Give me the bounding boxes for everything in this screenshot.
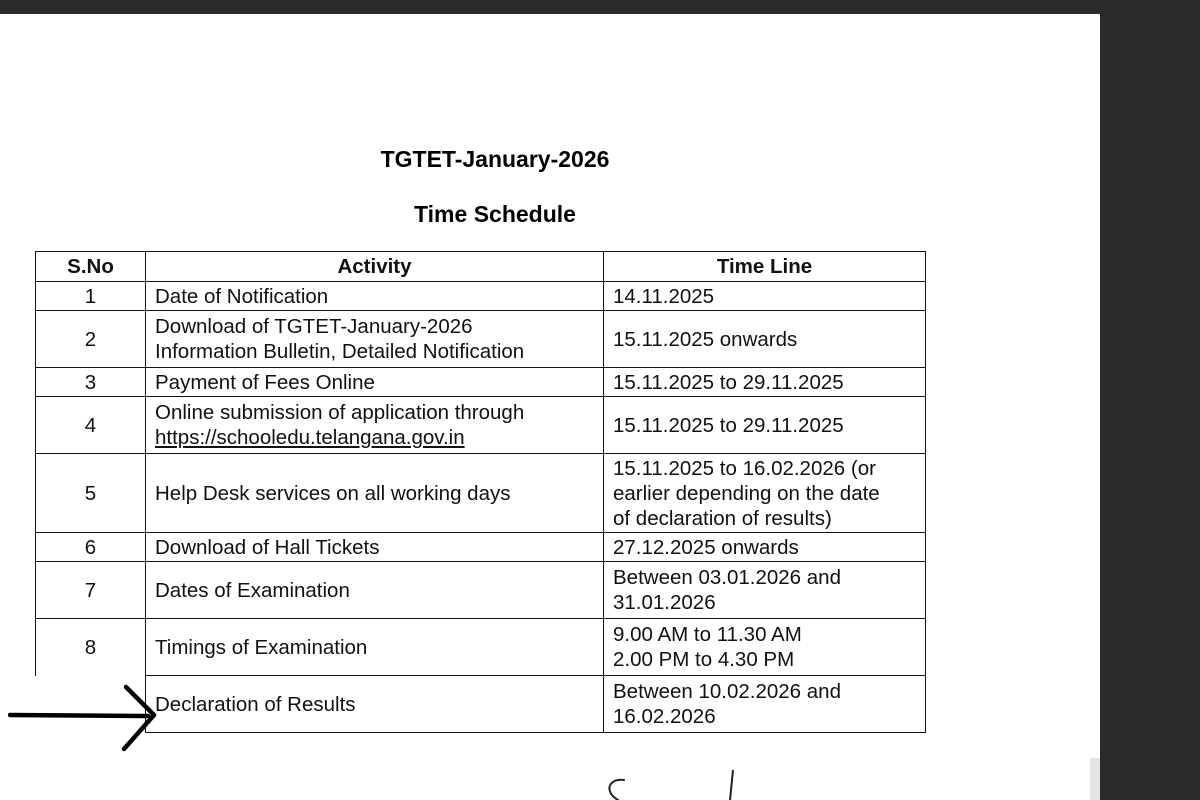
row-activity: Dates of Examination — [146, 562, 604, 619]
table-row — [36, 676, 926, 733]
row-activity — [146, 397, 604, 454]
row-sno: 1 — [36, 282, 146, 311]
right-arrow-icon — [8, 683, 158, 753]
document-subtitle: Time Schedule — [414, 201, 576, 227]
row-activity: Declaration of Results — [146, 676, 604, 733]
row-timeline-line: 31.01.2026 — [613, 591, 716, 614]
signature-icon — [590, 770, 750, 800]
row-activity-line: Information Bulletin, Detailed Notification — [155, 340, 525, 363]
table-row — [36, 619, 926, 676]
table-row — [36, 311, 926, 368]
row-timeline-line: earlier depending on the date — [613, 481, 880, 505]
row-activity — [146, 311, 604, 368]
table-row — [36, 533, 926, 562]
header-activity: Activity — [146, 252, 604, 282]
scrollbar-thumb[interactable] — [1090, 758, 1100, 800]
row-sno: 2 — [36, 311, 146, 368]
row-activity-line: Download of TGTET-January-2026 — [155, 315, 473, 338]
row-timeline-line: Between 10.02.2026 and — [613, 680, 841, 703]
row-sno: 5 — [36, 454, 146, 533]
row-activity: Payment of Fees Online — [146, 368, 604, 397]
row-activity: Download of Hall Tickets — [146, 533, 604, 562]
row-timeline-line: 9.00 AM to 11.30 AM — [613, 623, 802, 646]
row-timeline: 15.11.2025 to 29.11.2025 — [604, 397, 926, 454]
row-activity: Date of Notification — [146, 282, 604, 311]
header-sno: S.No — [36, 252, 146, 282]
row-sno: 8 — [36, 619, 146, 676]
table-row — [36, 368, 926, 397]
row-timeline-line: 16.02.2026 — [613, 705, 716, 728]
row-timeline: 14.11.2025 — [604, 282, 926, 311]
row-timeline-line: Between 03.01.2026 and — [613, 566, 841, 589]
row-sno: 6 — [36, 533, 146, 562]
row-timeline: 15.11.2025 onwards — [604, 311, 926, 368]
table-row — [36, 397, 926, 454]
row-timeline — [604, 676, 926, 733]
row-timeline-line: 15.11.2025 to 16.02.2026 (or — [613, 456, 876, 480]
header-timeline: Time Line — [604, 252, 926, 282]
document-title: TGTET-January-2026 — [380, 146, 610, 172]
row-timeline — [604, 562, 926, 619]
row-sno: 3 — [36, 368, 146, 397]
row-timeline: 27.12.2025 onwards — [604, 533, 926, 562]
row-sno: 4 — [36, 397, 146, 454]
row-timeline: 15.11.2025 to 29.11.2025 — [604, 368, 926, 397]
table-row — [36, 282, 926, 311]
application-link[interactable]: https://schooledu.telangana.gov.in — [155, 426, 465, 449]
row-activity: Timings of Examination — [146, 619, 604, 676]
row-activity: Help Desk services on all working days — [146, 454, 604, 533]
row-timeline — [604, 454, 926, 533]
row-timeline-line: 2.00 PM to 4.30 PM — [613, 648, 795, 671]
schedule-table — [35, 251, 926, 733]
row-timeline-line: of declaration of results) — [613, 506, 832, 530]
row-sno: 7 — [36, 562, 146, 619]
row-activity-line: Online submission of application through — [155, 401, 525, 424]
viewer-gutter — [1100, 0, 1200, 800]
table-row — [36, 562, 926, 619]
table-header-row — [36, 252, 926, 282]
row-timeline — [604, 619, 926, 676]
table-row — [36, 454, 926, 533]
